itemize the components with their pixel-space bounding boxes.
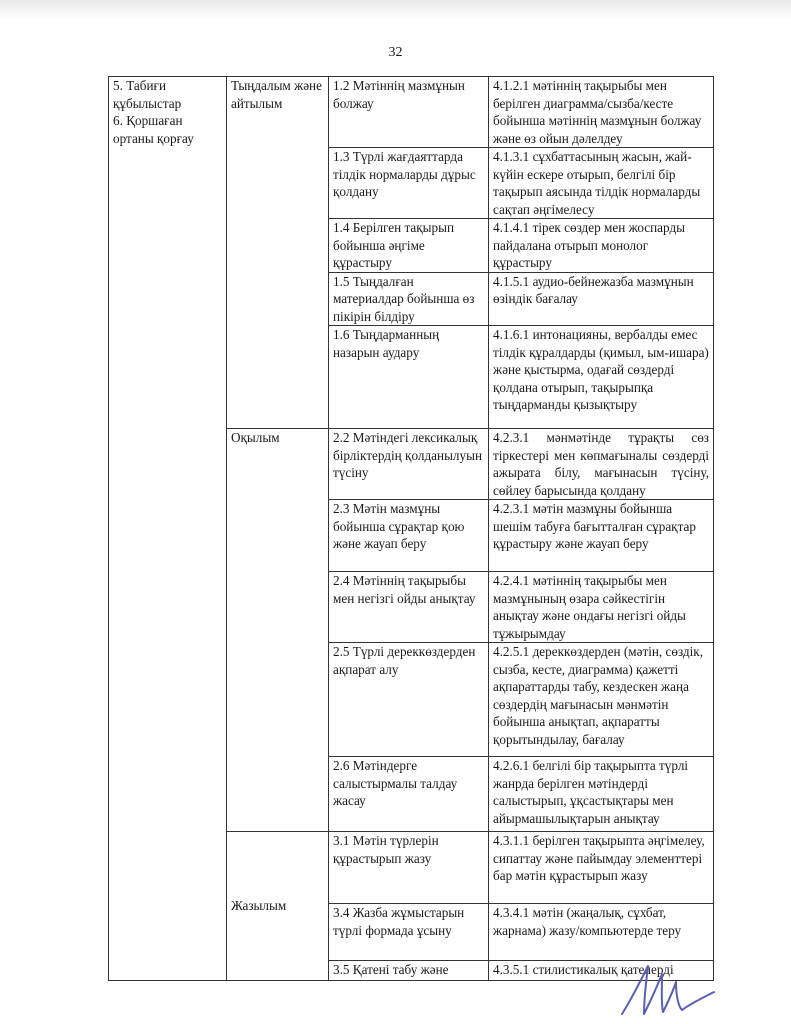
- signature-mark: [618, 962, 718, 1020]
- scan-edge-shadow: [0, 0, 791, 20]
- objective-cell: 4.2.5.1 дереккөздерден (мәтін, сөздік, сызба, кесте, диаграмма) қажетті ақпараттарды табу, кездескен жаңа сөздердің мағынасын мәнмәтін бойынша анықтап, ақпаратты қорытындылау, бағалау: [489, 643, 714, 757]
- goal-cell: 1.4 Берілген тақырып бойынша әңгіме құрастыру: [329, 219, 489, 273]
- goal-cell: 1.2 Мәтіннің мазмұнын болжау: [329, 77, 489, 148]
- goal-cell: 2.5 Түрлі дереккөздерден ақпарат алу: [329, 643, 489, 757]
- section-cell-reading: Оқылым: [227, 429, 329, 832]
- goal-cell: 3.1 Мәтін түрлерін құрастырып жазу: [329, 832, 489, 904]
- curriculum-table: [108, 76, 714, 981]
- objective-cell: 4.1.3.1 сұхбаттасының жасын, жай-күйін ескере отырып, белгілі бір тақырып аясында тілдік нормаларды сақтап әңгімелесу: [489, 148, 714, 219]
- goal-cell: 2.2 Мәтіндегі лексикалық бірліктердің қолданылуын түсіну: [329, 429, 489, 500]
- objective-cell: 4.3.5.1 стилистикалық қателерді: [489, 961, 714, 981]
- objective-cell: 4.2.3.1 мәнмәтінде тұрақты сөз тіркестері мен көпмағыналы сөздерді ажырата білу, мағынасын түсіну, сөйлеу барысында қолдану: [489, 429, 714, 500]
- topics-cell: 5. Табиғи құбылыстар 6. Қоршаған ортаны қорғау: [109, 77, 227, 981]
- goal-cell: 2.3 Мәтін мазмұны бойынша сұрақтар қою және жауап беру: [329, 500, 489, 572]
- section-cell-writing: Жазылым: [227, 832, 329, 981]
- objective-cell: 4.2.4.1 мәтіннің тақырыбы мен мазмұнының өзара сәйкестігін анықтау және ондағы негізгі ойды тұжырымдау: [489, 572, 714, 643]
- goal-cell: 3.4 Жазба жұмыстарын түрлі формада ұсыну: [329, 904, 489, 961]
- objective-cell: 4.3.1.1 берілген тақырыпта әңгімелеу, сипаттау және пайымдау элементтері бар мәтін құрастырып жазу: [489, 832, 714, 904]
- objective-cell: 4.1.6.1 интонацияны, вербалды емес тілдік құралдарды (қимыл, ым-ишара) және қыстырма, одағай сөздерді қолдана отырып, тақырыпқа тыңдарманды қызықтыру: [489, 326, 714, 429]
- goal-cell: 1.3 Түрлі жағдаяттарда тілдік нормаларды дұрыс қолдану: [329, 148, 489, 219]
- section-cell-listening-speaking: Тыңдалым және айтылым: [227, 77, 329, 429]
- goal-cell: 1.5 Тыңдалған материалдар бойынша өз пікірін білдіру: [329, 272, 489, 326]
- objective-cell: 4.2.3.1 мәтін мазмұны бойынша шешім табуға бағытталған сұрақтар құрастыру және жауап беру: [489, 500, 714, 572]
- goal-cell: 1.6 Тыңдарманның назарын аудару: [329, 326, 489, 429]
- objective-cell: 4.1.4.1 тірек сөздер мен жоспарды пайдалана отырып монолог құрастыру: [489, 219, 714, 273]
- page-number: 32: [388, 45, 403, 60]
- objective-cell: 4.1.5.1 аудио-бейнежазба мазмұнын өзіндік бағалау: [489, 272, 714, 326]
- table-row: [109, 77, 714, 148]
- objective-cell: 4.2.6.1 белгілі бір тақырыпта түрлі жанрда берілген мәтіндерді салыстырып, ұқсастықтары мен айырмашылықтарын анықтау: [489, 757, 714, 832]
- goal-cell: 2.4 Мәтіннің тақырыбы мен негізгі ойды анықтау: [329, 572, 489, 643]
- objective-cell: 4.3.4.1 мәтін (жаңалық, сұхбат, жарнама) жазу/компьютерде теру: [489, 904, 714, 961]
- goal-cell: 2.6 Мәтіндерге салыстырмалы талдау жасау: [329, 757, 489, 832]
- objective-cell: 4.1.2.1 мәтіннің тақырыбы мен берілген диаграмма/сызба/кесте бойынша мәтіннің мазмұнын болжау және өз ойын дәлелдеу: [489, 77, 714, 148]
- goal-cell: 3.5 Қатені табу және: [329, 961, 489, 981]
